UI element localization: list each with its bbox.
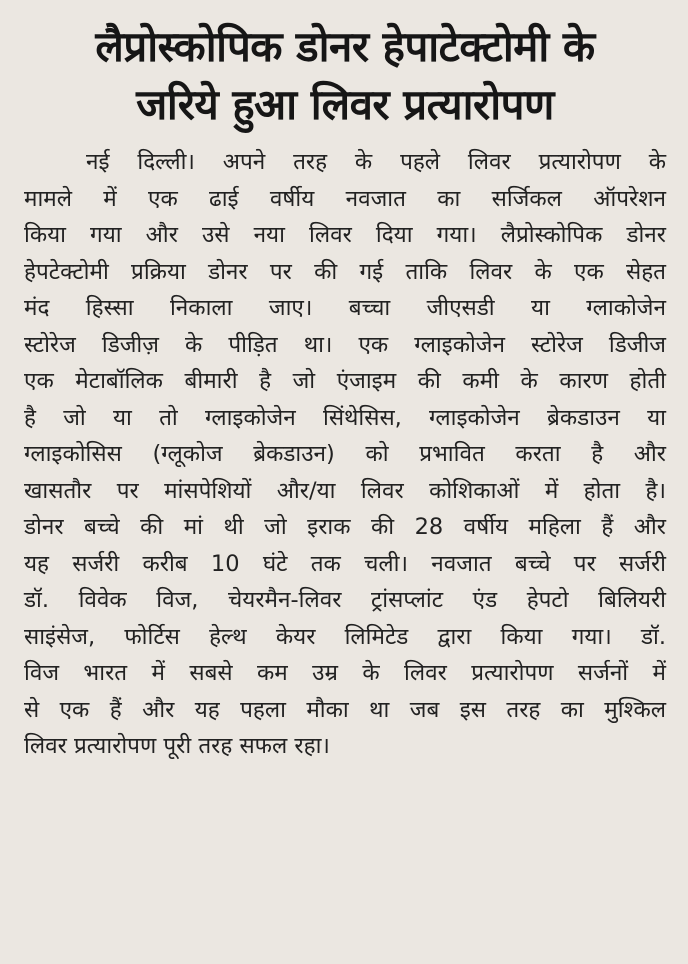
body-line: साइंसेज, फोर्टिस हेल्थ केयर लिमिटेड द्वारा किया गया। डॉ.	[24, 623, 666, 650]
body-line: से एक हैं और यह पहला मौका था जब इस तरह का मुश्किल	[24, 696, 666, 723]
body-line: लिवर प्रत्यारोपण पूरी तरह सफल रहा।	[24, 733, 330, 759]
body-line: डॉ. विवेक विज, चेयरमैन-लिवर ट्रांसप्लांट एंड हेपटो बिलियरी	[24, 587, 666, 613]
headline-line: लैप्रोस्कोपिक डोनर हेपाटेक्टोमी के	[95, 22, 595, 71]
body-line: है जो या तो ग्लाइकोजेन सिंथेसिस, ग्लाइकोजेन ब्रेकडाउन या	[24, 404, 666, 431]
body-line: मंद हिस्सा निकाला जाए। बच्चा जीएसडी या ग्लाकोजेन	[24, 295, 666, 321]
body-line: यह सर्जरी करीब 10 घंटे तक चली। नवजात बच्चे पर सर्जरी	[24, 550, 666, 577]
body-line: किया गया और उसे नया लिवर दिया गया। लैप्रोस्कोपिक डोनर	[24, 222, 666, 248]
body-line: विज भारत में सबसे कम उम्र के लिवर प्रत्यारोपण सर्जनों में	[24, 660, 666, 686]
headline-line: जरिये हुआ लिवर प्रत्यारोपण	[136, 80, 554, 129]
body-line: एक मेटाबॉलिक बीमारी है जो एंजाइम की कमी के कारण होती	[24, 368, 666, 394]
headline	[24, 18, 666, 134]
body-line: हेपटेक्टोमी प्रक्रिया डोनर पर की गई ताकि लिवर के एक सेहत	[24, 258, 666, 285]
body-line: डोनर बच्चे की मां थी जो इराक की 28 वर्षीय महिला हैं और	[24, 514, 666, 540]
body-line: मामले में एक ढाई वर्षीय नवजात का सर्जिकल ऑपरेशन	[24, 185, 666, 212]
body-line: खासतौर पर मांसपेशियों और/या लिवर कोशिकाओं में होता है।	[24, 477, 666, 504]
article-body	[24, 144, 666, 765]
body-line: स्टोरेज डिजीज़ के पीड़ित था। एक ग्लाइकोजेन स्टोरेज डिजीज	[24, 331, 666, 358]
body-line: नई दिल्ली। अपने तरह के पहले लिवर प्रत्यारोपण के	[86, 149, 666, 175]
body-line: ग्लाइकोसिस (ग्लूकोज ब्रेकडाउन) को प्रभावित करता है और	[24, 441, 666, 467]
